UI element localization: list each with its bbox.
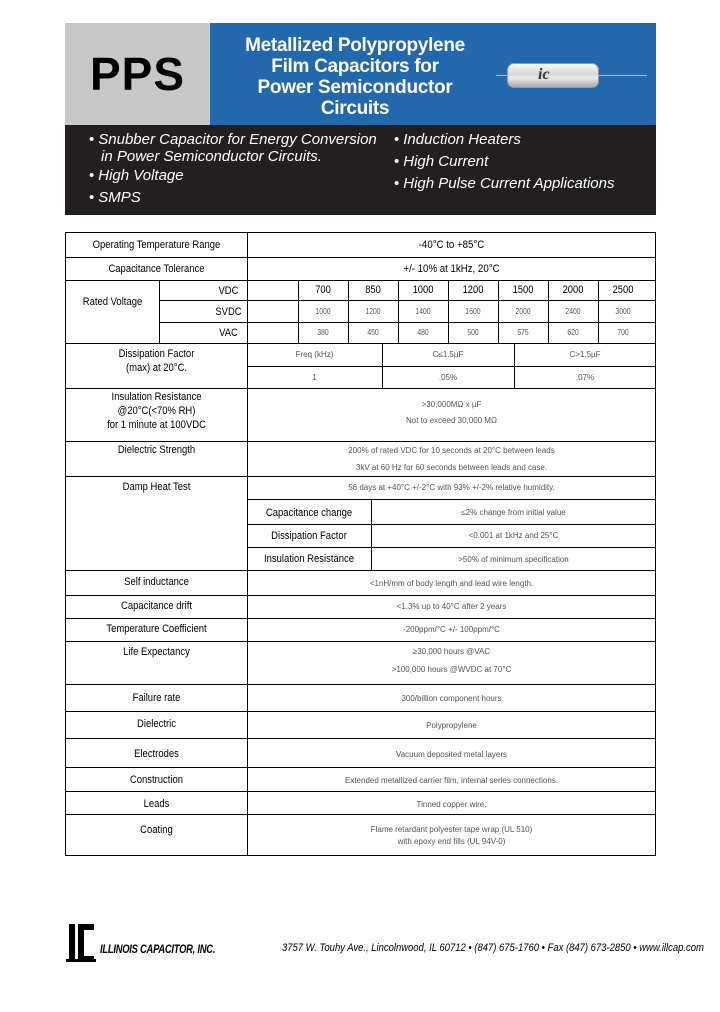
capacitor-logo: ic (538, 66, 550, 83)
spec-label: Self inductance (124, 576, 189, 588)
voltage-type: VAC (219, 327, 238, 339)
spec-value: 200% of rated VDC for 10 seconds at 20°C between leads 3kV at 60 Hz for 60 seconds between leads and case. (348, 446, 555, 472)
vdc-value: 700 (315, 284, 331, 296)
sub-label: Insulation Resistance (264, 553, 354, 565)
title-banner (210, 23, 656, 125)
spec-label: Life Expectancy (123, 646, 190, 658)
spec-label: Capacitance drift (120, 600, 192, 612)
dissipation-header: C≤1.5µF (432, 350, 464, 359)
svdc-value: 3000 (615, 307, 631, 316)
svdc-value: 1000 (315, 307, 331, 316)
spec-label: Dielectric (137, 718, 176, 730)
title-line: Film Capacitors for (271, 56, 439, 77)
spec-value: Polypropylene (426, 721, 477, 730)
svdc-value: 1600 (465, 307, 481, 316)
spec-value: 56 days at +40°C +/-2°C with 93% +/-2% relative humidity. (348, 483, 555, 492)
voltage-type: VDC (218, 285, 239, 297)
capacitor-lead-right (599, 75, 647, 76)
vac-value: 480 (417, 328, 429, 337)
svdc-value: 2000 (515, 307, 531, 316)
vac-value: 575 (517, 328, 529, 337)
dissipation-value: .07% (575, 373, 595, 382)
spec-value: +/- 10% at 1kHz, 20°C (403, 263, 500, 275)
spec-label: Failure rate (132, 692, 181, 704)
svdc-value: 1400 (415, 307, 431, 316)
company-logo-icon (66, 920, 96, 964)
features-box (65, 125, 656, 215)
company-name: ILLINOIS CAPACITOR, INC. (100, 942, 216, 956)
spec-label: Construction (129, 774, 184, 786)
capacitor-image (507, 63, 599, 88)
spec-label: Operating Temperature Range (92, 239, 221, 251)
vac-value: 700 (617, 328, 629, 337)
spec-value: <1.3% up to 40°C after 2 years (396, 602, 507, 611)
feature-item: • Induction Heaters (394, 131, 521, 148)
vdc-value: 2500 (612, 284, 634, 296)
sub-value: ≤2% change from initial value (461, 508, 566, 517)
title-line: Power Semiconductor (257, 77, 453, 98)
spec-value: Tinned copper wire. (416, 800, 487, 809)
feature-item: • High Current (394, 153, 489, 170)
vdc-value: 850 (365, 284, 381, 296)
spec-label: Damp Heat Test (122, 481, 191, 493)
spec-value: -200ppm/°C +/- 100ppm/°C (403, 625, 500, 634)
dissipation-value: .05% (438, 373, 458, 382)
spec-value: Extended metallized carrier film, internal series connections. (345, 776, 558, 785)
voltage-type: SVDC (215, 306, 242, 318)
vdc-value: 2000 (562, 284, 584, 296)
svdc-value: 2400 (565, 307, 581, 316)
series-code: PPS (89, 48, 186, 100)
spec-value: -40°C to +85°C (418, 239, 485, 251)
svdc-value: 1200 (365, 307, 381, 316)
vdc-value: 1200 (462, 284, 484, 296)
spec-label: Temperature Coefficient (106, 623, 207, 635)
spec-table (65, 232, 656, 856)
spec-value: <1nH/mm of body length and lead wire length. (369, 579, 534, 588)
feature-item: • High Voltage (89, 167, 184, 184)
title-line: Circuits (320, 98, 390, 119)
spec-value: Vacuum deposited metal layers (395, 750, 508, 759)
vac-value: 620 (567, 328, 579, 337)
spec-value: ≥30,000 hours @VAC >100,000 hours @WVDC at 70°C (391, 647, 512, 674)
vdc-value: 1500 (512, 284, 534, 296)
spec-label: Leads (143, 798, 170, 810)
dissipation-header: C>1.5µF (569, 350, 601, 359)
spec-value: Flame retardant polyester tape wrap (UL 510) with epoxy end fills (UL 94V-0) (370, 825, 533, 846)
sub-value: <0.001 at 1kHz and 25°C (468, 531, 559, 540)
spec-value: 300/billion component hours (401, 694, 502, 703)
spec-label: Dissipation Factor (max) at 20°C. (118, 348, 195, 374)
dissipation-header: Freq (kHz) (295, 350, 334, 359)
sub-value: >50% of minimum specification (458, 555, 569, 564)
vac-value: 500 (467, 328, 479, 337)
spec-label: Electrodes (134, 748, 179, 760)
spec-label: Capacitance Tolerance (108, 263, 205, 275)
vdc-value: 1000 (412, 284, 434, 296)
vac-value: 450 (367, 328, 379, 337)
feature-item: • High Pulse Current Applications (394, 175, 615, 192)
spec-label: Insulation Resistance @20°C(<70% RH) for 1 minute at 100VDC (107, 391, 206, 431)
sub-label: Capacitance change (265, 507, 353, 519)
sub-label: Dissipation Factor (271, 530, 347, 542)
spec-value: >30,000MΩ x µF Not to exceed 30,000 MΩ (406, 400, 497, 425)
feature-item: • SMPS (89, 189, 141, 206)
product-title (210, 35, 500, 119)
spec-label: Dielectric Strength (117, 444, 196, 456)
spec-label: Coating (140, 824, 173, 836)
feature-item: • Snubber Capacitor for Energy Conversion in Power Semiconductor Circuits. (89, 131, 377, 165)
vac-value: 380 (317, 328, 329, 337)
title-line: Metallized Polypropylene (245, 35, 465, 56)
spec-label: Rated Voltage (82, 296, 143, 308)
series-box (65, 23, 210, 125)
dissipation-value: 1 (312, 373, 317, 382)
company-address: 3757 W. Touhy Ave., Lincolnwood, IL 60712 • (847) 675-1760 • Fax (847) 673-2850 • www.illcap.com (282, 942, 704, 954)
